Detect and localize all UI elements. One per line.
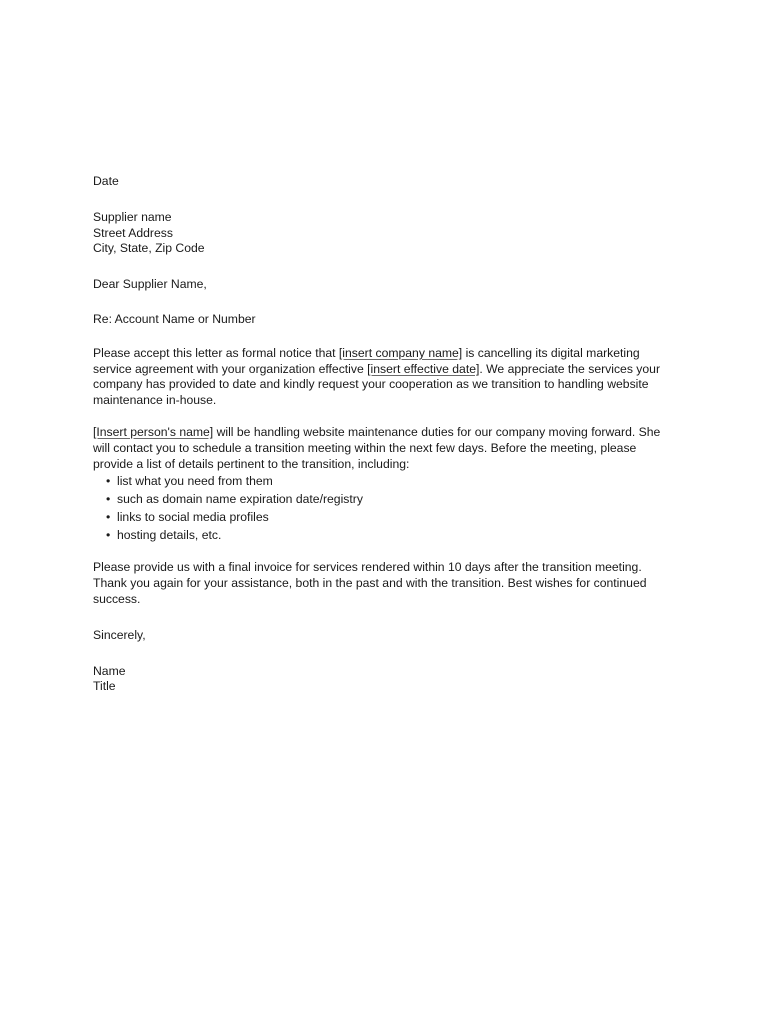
signature-name: Name [93,663,126,678]
signature-title: Title [93,679,116,694]
paragraph-transition [93,425,693,472]
paragraph-notice-line-1 [93,346,693,362]
reference-text: Re: Account Name or Number [93,311,256,326]
list-item [93,490,693,508]
list-item [93,526,693,544]
recipient-city-state-zip: City, State, Zip Code [93,241,205,256]
placeholder-company-name: [insert company name] [338,345,463,360]
list-item [93,472,693,490]
list-item-text: list what you need from them [117,474,273,489]
bullet-icon: • [106,492,111,507]
text-segment: will be handling website maintenance duties for our company moving forward. She [213,424,661,439]
list-item-text: links to social media profiles [117,510,269,525]
list-item [93,508,693,526]
paragraph-invoice [93,560,693,607]
list-item-text: hosting details, etc. [117,528,222,543]
paragraph-invoice-line-3: success. [93,591,141,606]
letter-body [93,174,693,695]
reference-line [93,312,693,328]
details-bullet-list [93,472,693,544]
recipient-address [93,210,693,257]
bullet-icon: • [106,528,111,543]
paragraph-transition-line-3: provide a list of details pertinent to the transition, including: [93,456,410,471]
paragraph-notice-line-4: maintenance in-house. [93,393,217,408]
text-segment: Please accept this letter as formal notice that [93,345,339,360]
date-line [93,174,693,190]
paragraph-transition-line-1 [93,425,693,441]
closing-text: Sincerely, [93,627,146,642]
paragraph-transition-line-2: will contact you to schedule a transition meeting within the next few days. Before the meeting, please [93,440,637,455]
recipient-name: Supplier name [93,209,172,224]
text-segment: service agreement with your organization effective [93,361,368,376]
closing [93,628,693,644]
bullet-icon: • [106,474,111,489]
date-text: Date [93,174,119,188]
paragraph-invoice-line-2: Thank you again for your assistance, both in the past and with the transition. Best wishes for continued [93,576,647,591]
salutation-text: Dear Supplier Name, [93,277,207,292]
paragraph-invoice-line-1: Please provide us with a final invoice for services rendered within 10 days after the transition meeting. [93,560,642,575]
signature-block [93,664,693,696]
recipient-street: Street Address [93,225,173,240]
text-segment: is cancelling its digital marketing [462,345,640,360]
paragraph-notice [93,346,693,409]
bullet-icon: • [106,510,111,525]
text-segment: . We appreciate the services your [479,361,661,376]
paragraph-notice-line-3: company has provided to date and kindly request your cooperation as we transition to handling website [93,377,649,392]
list-item-text: such as domain name expiration date/registry [117,492,363,507]
placeholder-person-name: [Insert person's name] [93,424,214,439]
placeholder-effective-date: [insert effective date] [367,361,480,376]
paragraph-notice-line-2 [93,362,693,378]
salutation [93,277,693,293]
